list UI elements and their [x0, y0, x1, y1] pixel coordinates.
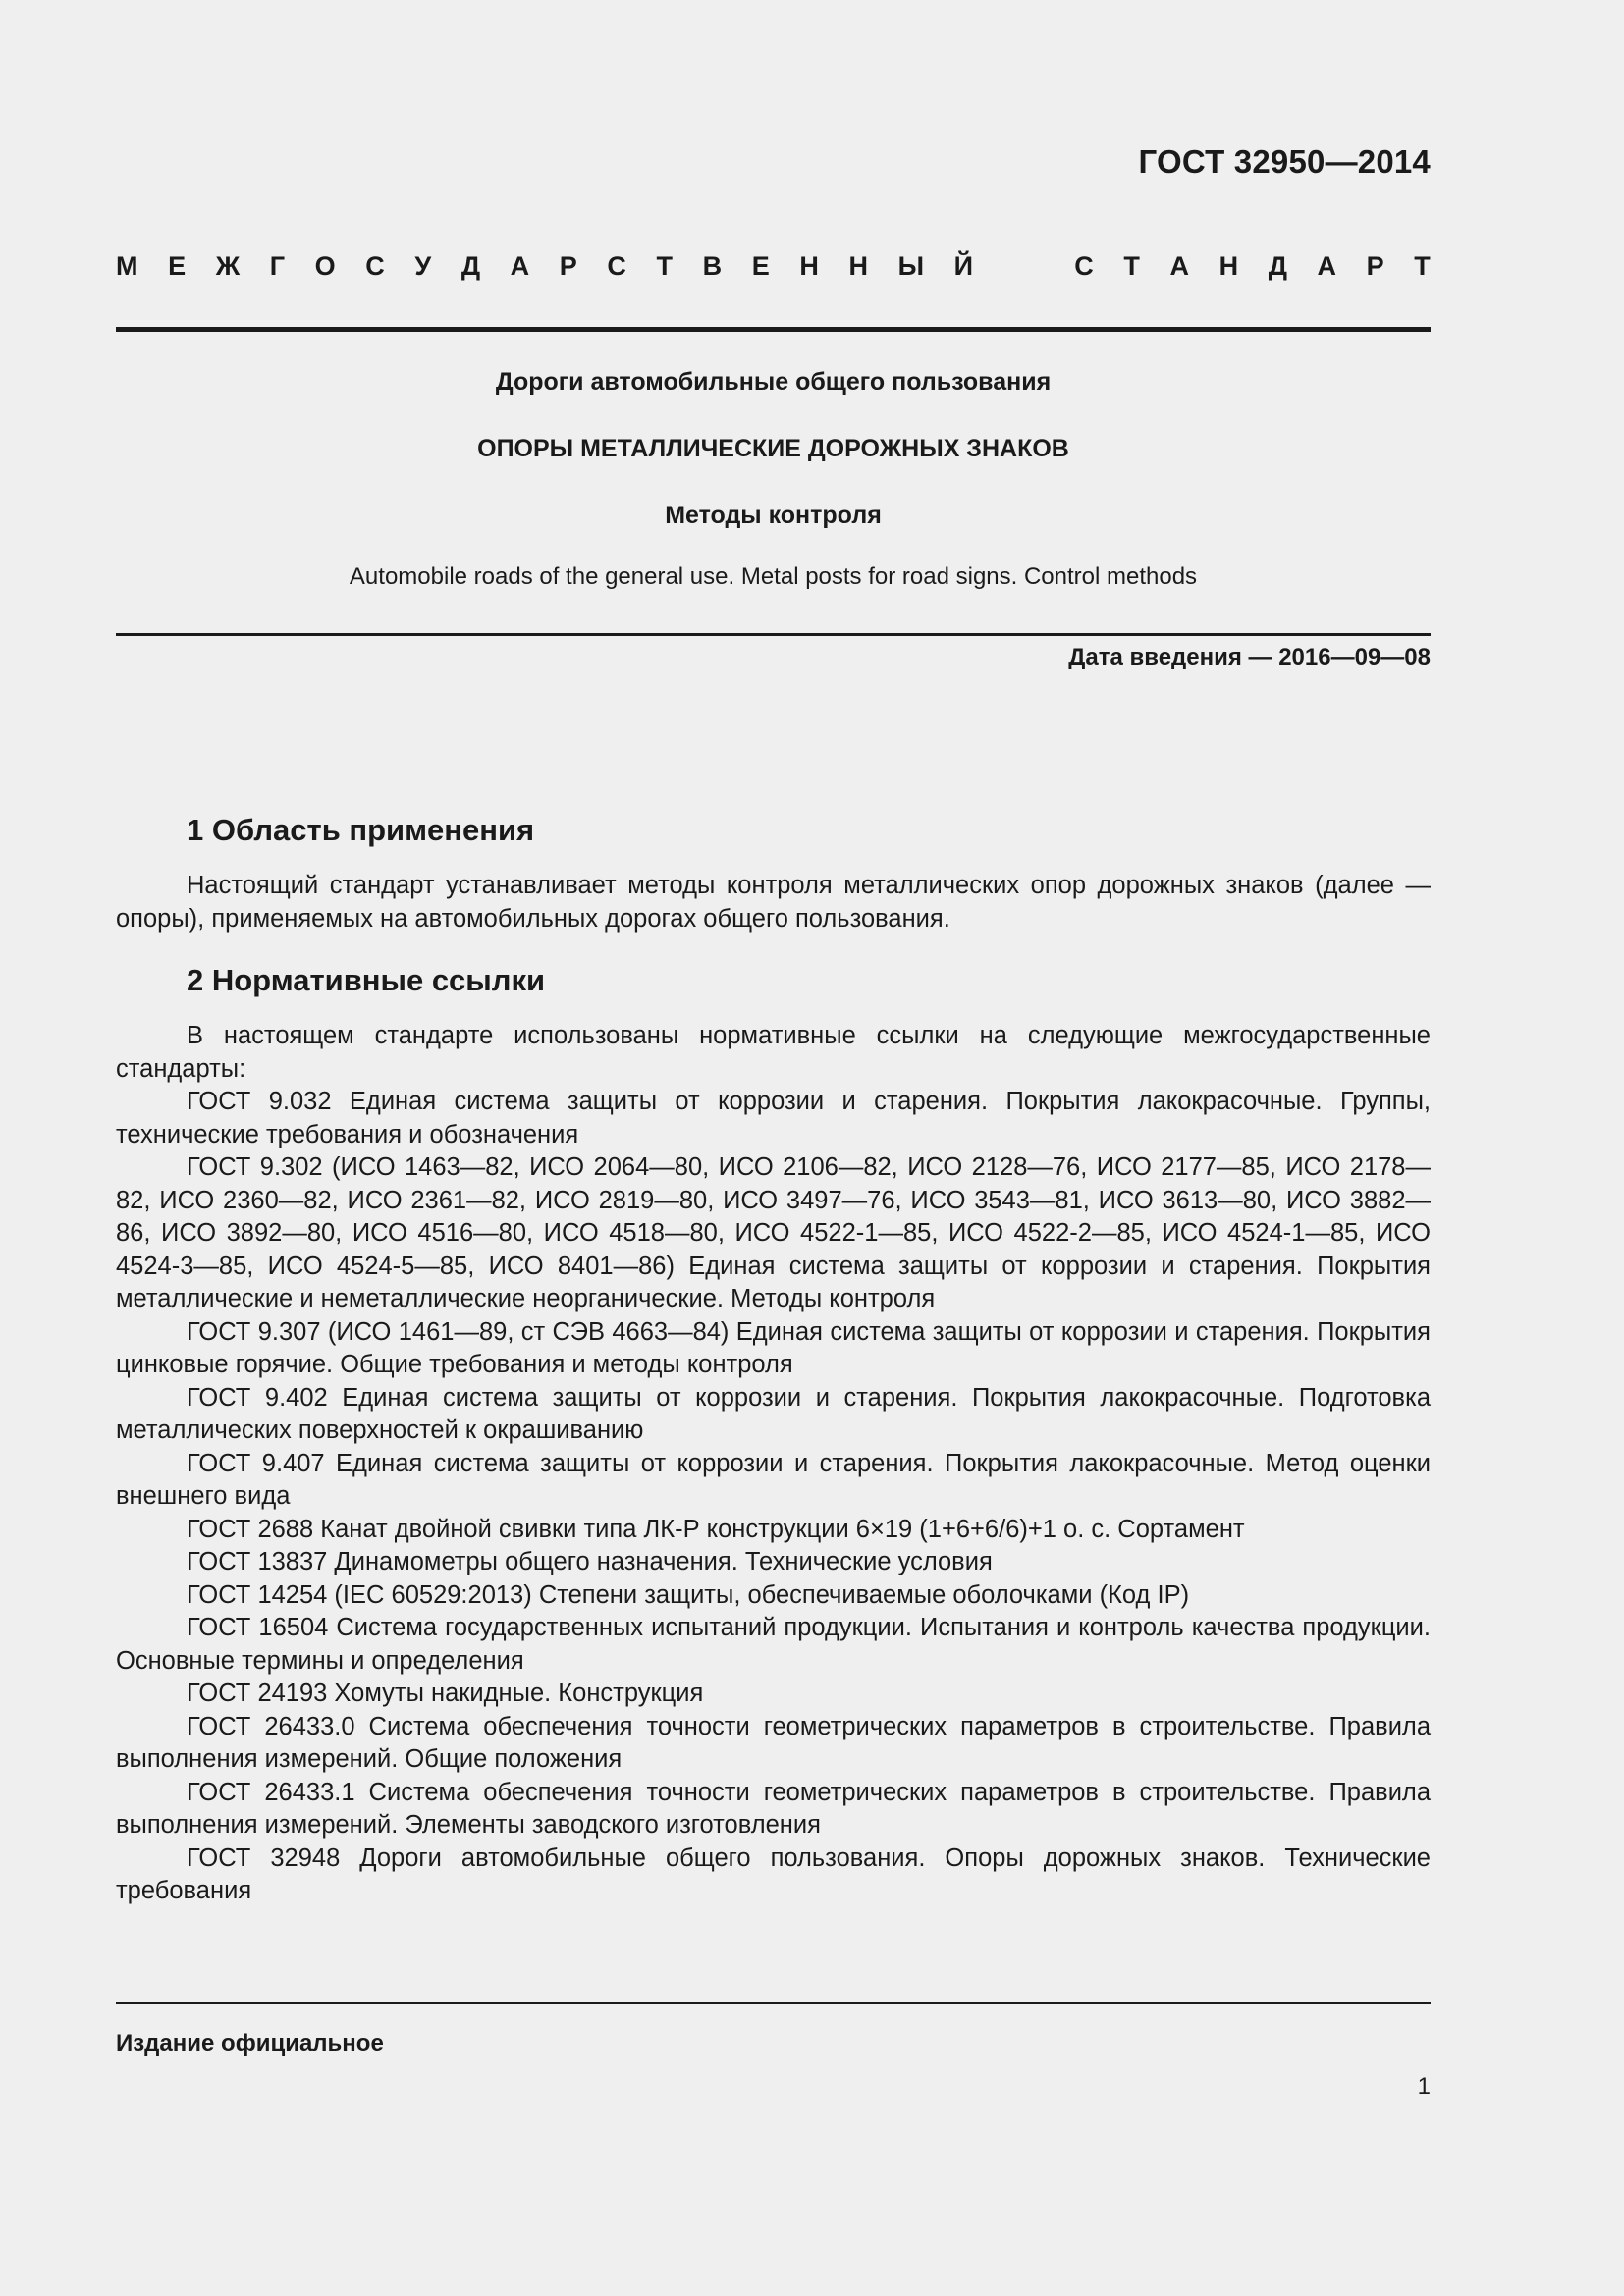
standard-kind-letter: В	[702, 251, 723, 281]
standard-code: ГОСТ 32950—2014	[1138, 143, 1431, 180]
standard-kind-letter	[1003, 251, 1045, 282]
title-main: ОПОРЫ МЕТАЛЛИЧЕСКИЕ ДОРОЖНЫХ ЗНАКОВ	[477, 435, 1069, 462]
title-sub: Методы контроля	[665, 502, 882, 529]
standard-kind-letter: Р	[559, 251, 577, 281]
reference-item: ГОСТ 9.032 Единая система защиты от коррозии и старения. Покрытия лакокрасочные. Группы, технические требования и обозначения	[116, 1088, 1431, 1148]
standard-kind-letter: Г	[269, 251, 286, 281]
document-body	[116, 811, 1431, 1908]
reference-item: ГОСТ 14254 (IEC 60529:2013) Степени защиты, обеспечиваемые оболочками (Код IP)	[187, 1580, 1190, 1609]
standard-kind-letter: А	[510, 251, 530, 281]
reference-item: ГОСТ 24193 Хомуты накидные. Конструкция	[187, 1680, 704, 1707]
official-edition-label: Издание официальное	[116, 2030, 384, 2056]
standard-kind-letter: Р	[1366, 251, 1384, 281]
reference-item: ГОСТ 2688 Канат двойной свивки типа ЛК-Р конструкции 6×19 (1+6+6/6)+1 о. с. Сортамент	[187, 1515, 1245, 1543]
standard-kind-letter: С	[1074, 251, 1094, 281]
reference-item: ГОСТ 26433.0 Система обеспечения точности геометрических параметров в строительстве. Правила выполнения измерений. Общие положения	[116, 1712, 1431, 1773]
standard-kind-letter: Й	[953, 251, 974, 281]
standard-kind-letter: Е	[751, 251, 770, 281]
header-rule	[116, 327, 1431, 332]
section-2-heading: 2 Нормативные ссылки	[187, 963, 546, 997]
title-english: Automobile roads of the general use. Metal posts for road signs. Control methods	[349, 563, 1198, 590]
section-1-text: Настоящий стандарт устанавливает методы контроля металлических опор дорожных знаков (далее — опоры), применяемых на автомобильных дорогах общего пользования.	[116, 872, 1431, 933]
title-rule	[116, 633, 1431, 636]
standard-kind-letter: Т	[1414, 251, 1431, 281]
standard-kind-letter: Н	[799, 251, 819, 281]
reference-item: ГОСТ 9.402 Единая система защиты от коррозии и старения. Покрытия лакокрасочные. Подготовка металлических поверхностей к окрашиванию	[116, 1383, 1431, 1444]
document-page	[116, 0, 1431, 2296]
section-2-intro: В настоящем стандарте использованы нормативные ссылки на следующие межгосударственные стандарты:	[116, 1022, 1431, 1083]
standard-kind-letter: Ы	[897, 251, 925, 281]
title-group: Дороги автомобильные общего пользования	[495, 368, 1052, 396]
page-number: 1	[1417, 2073, 1431, 2100]
standard-kind-letter: Е	[168, 251, 187, 281]
standard-kind-letter: Ж	[215, 251, 241, 281]
reference-item: ГОСТ 9.302 (ИСО 1463—82, ИСО 2064—80, ИСО 2106—82, ИСО 2128—76, ИСО 2177—85, ИСО 2178—82, ИСО 2360—82, ИСО 2361—82, ИСО 2819—80, ИСО 3497—76, ИСО 3543—81, ИСО 3613—80, ИСО 3882—86, ИСО 3892—80, ИСО 4516—80, ИСО 4518—80, ИСО 4522-1—85, ИСО 4522-2—85, ИСО 4524-1—85, ИСО 4524-3—85, ИСО 4524-5—85, ИСО 8401—86) Единая система защиты от коррозии и старения. Покрытия металлические и неметаллические неорганические. Методы контроля	[116, 1153, 1431, 1312]
reference-item: ГОСТ 16504 Система государственных испытаний продукции. Испытания и контроль качества продукции. Основные термины и определения	[116, 1614, 1431, 1675]
standard-kind-letter: М	[116, 251, 138, 281]
reference-item: ГОСТ 13837 Динамометры общего назначения. Технические условия	[187, 1548, 993, 1575]
introduction-date: Дата введения — 2016—09—08	[1068, 644, 1431, 670]
standard-kind-letter: С	[607, 251, 626, 281]
reference-item: ГОСТ 26433.1 Система обеспечения точности геометрических параметров в строительстве. Правила выполнения измерений. Элементы заводского изготовления	[116, 1778, 1431, 1839]
reference-item: ГОСТ 32948 Дороги автомобильные общего пользования. Опоры дорожных знаков. Технические требования	[116, 1843, 1431, 1904]
reference-item: ГОСТ 9.407 Единая система защиты от коррозии и старения. Покрытия лакокрасочные. Метод оценки внешнего вида	[116, 1449, 1431, 1510]
standard-kind-letter: А	[1169, 251, 1189, 281]
footer-rule	[116, 2002, 1431, 2004]
standard-kind-letter: Д	[1268, 251, 1287, 281]
standard-kind-letter: А	[1317, 251, 1337, 281]
standard-kind-heading	[116, 251, 1431, 282]
standard-kind-letter: О	[314, 251, 336, 281]
standard-kind-letter: Т	[656, 251, 674, 281]
standard-kind-letter: Д	[460, 251, 481, 281]
section-1-heading: 1 Область применения	[187, 813, 535, 847]
standard-kind-letter: У	[414, 251, 432, 281]
reference-item: ГОСТ 9.307 (ИСО 1461—89, ст СЭВ 4663—84) Единая система защиты от коррозии и старения. Покрытия цинковые горячие. Общие требования и методы контроля	[116, 1317, 1431, 1378]
standard-kind-letter: Н	[848, 251, 868, 281]
standard-kind-letter: С	[365, 251, 385, 281]
standard-kind-letter: Н	[1218, 251, 1239, 281]
standard-kind-letter: Т	[1123, 251, 1140, 281]
